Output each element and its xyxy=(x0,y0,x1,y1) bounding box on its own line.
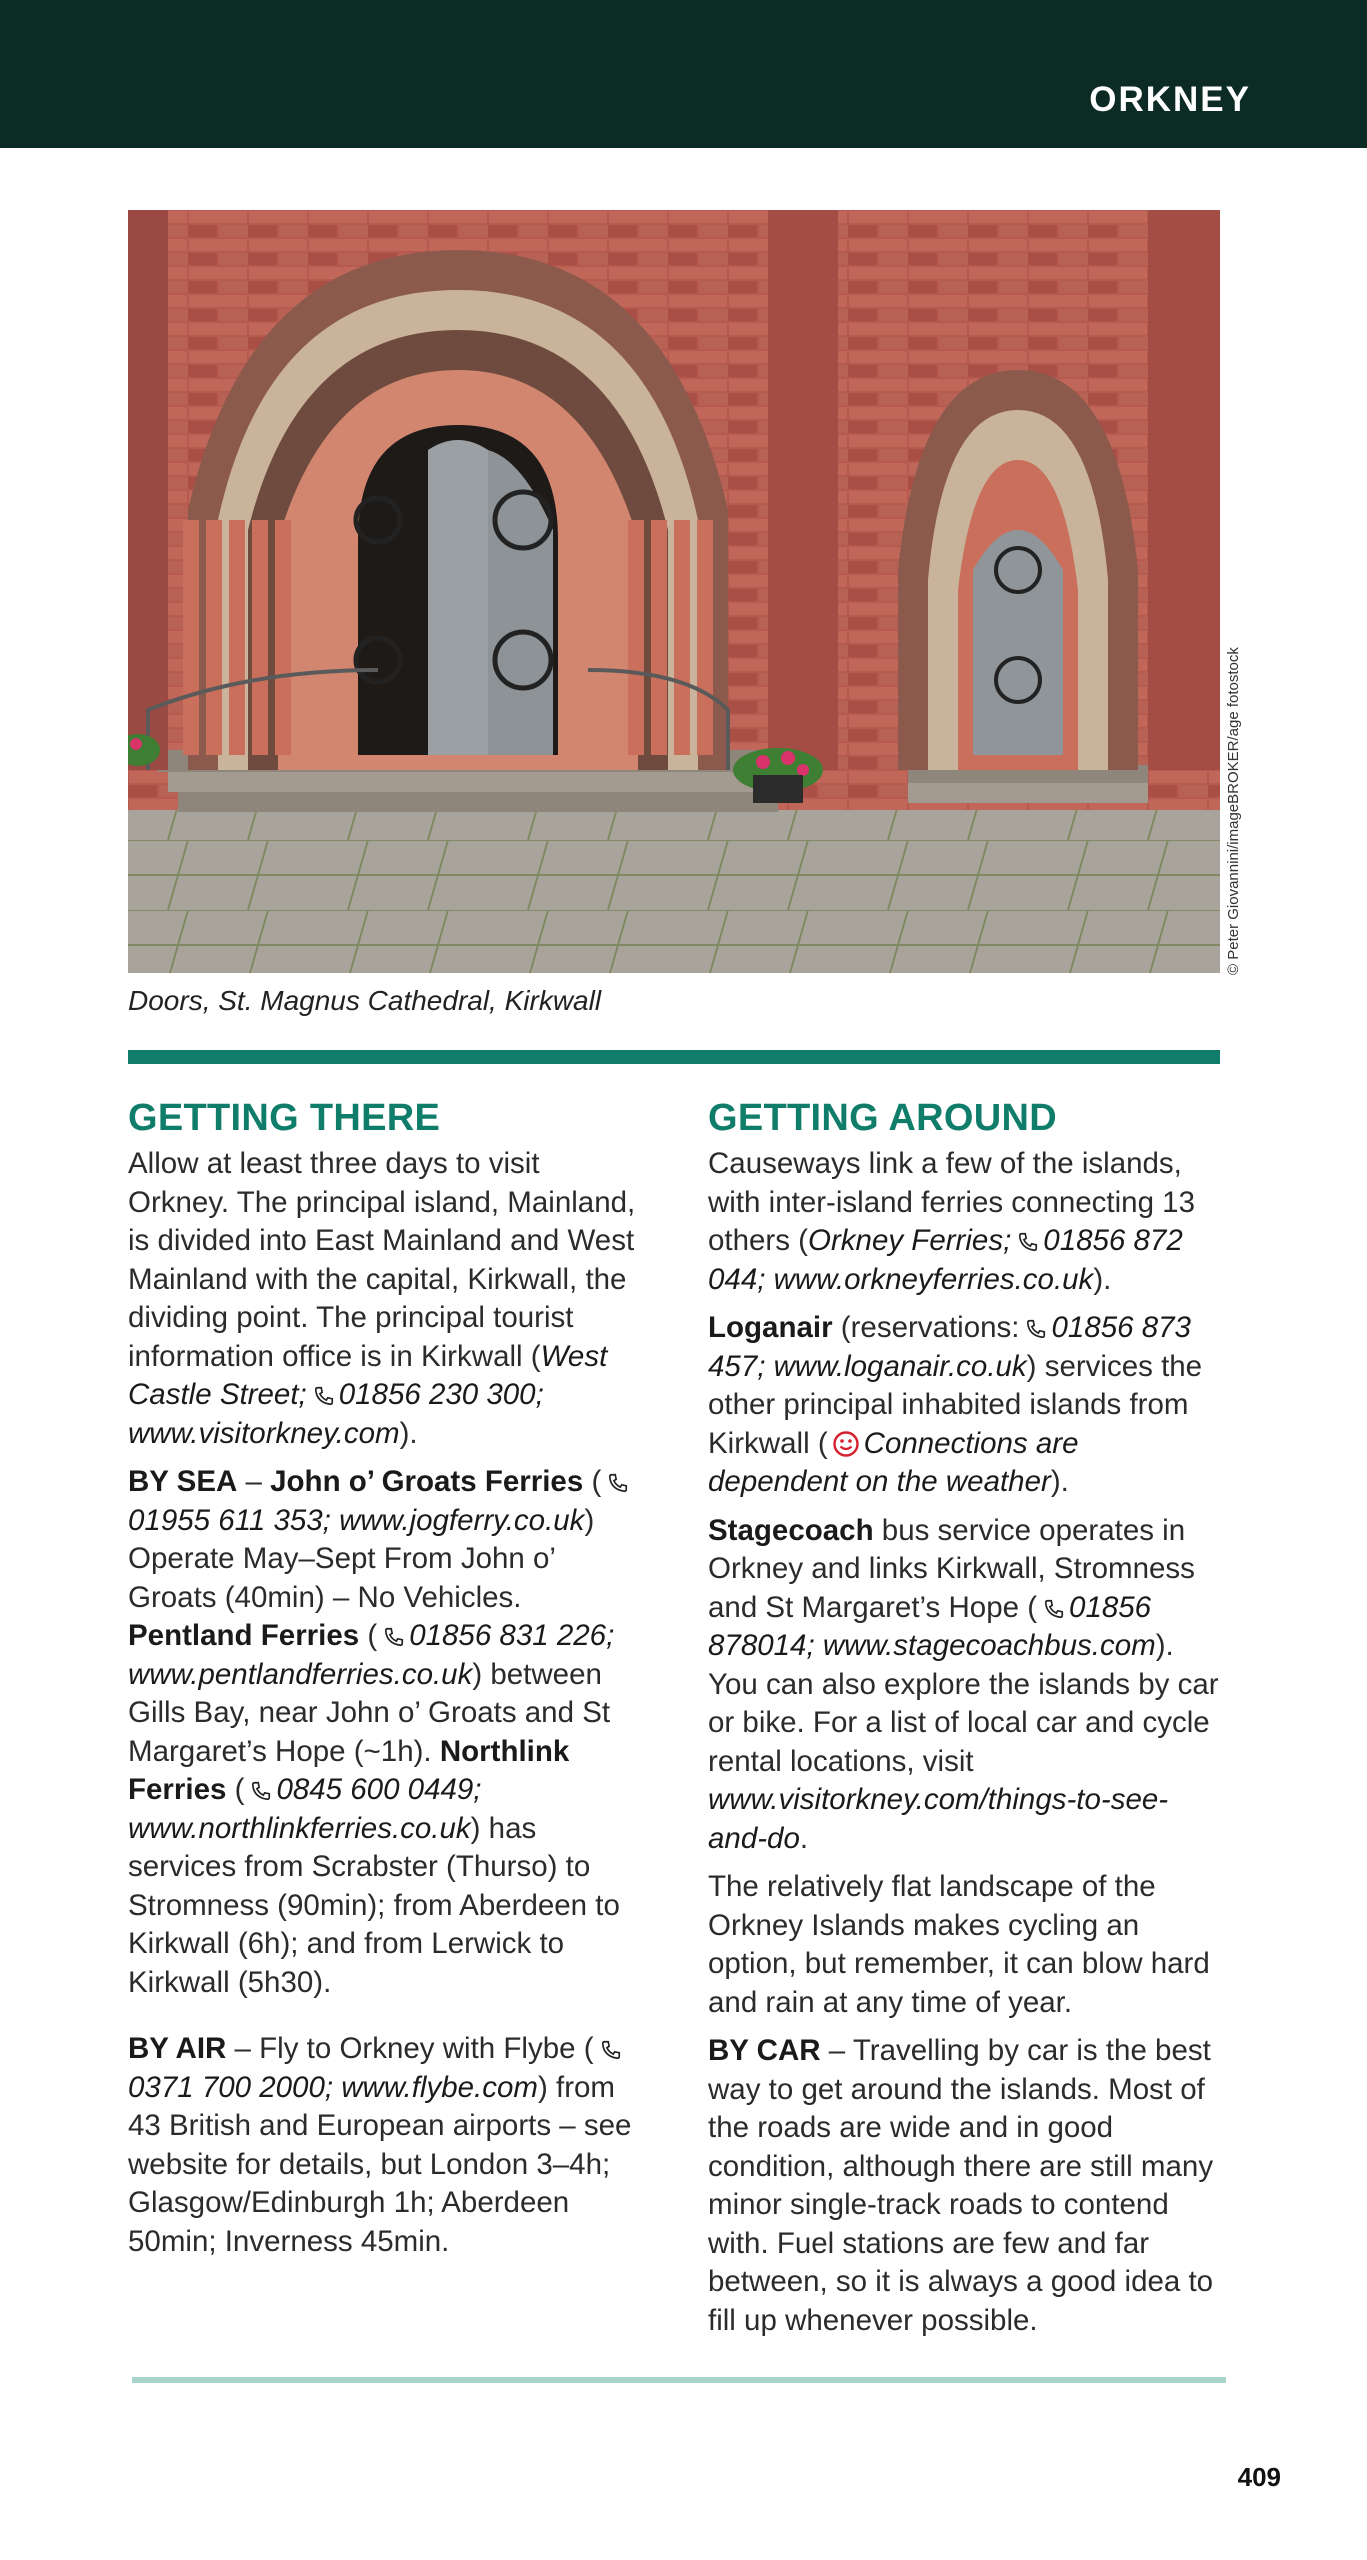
jogferry-text: ) Operate May–Sept From John o’ Groats (40min) – No Vehicles. xyxy=(128,1503,595,1614)
loganair-note: Connections are dependent on the weather xyxy=(708,1426,1079,1498)
orkney-ferries-name: Orkney Ferries; xyxy=(808,1224,1012,1257)
phone-icon xyxy=(1043,1598,1065,1620)
northlink-phone: 0845 600 0449; www.northlinkferries.co.uk xyxy=(128,1773,482,1845)
visitorkney-url: www.visitorkney.com/things-to-see-and-do xyxy=(708,1783,1169,1855)
loganair-name: Loganair xyxy=(708,1311,833,1344)
phone-icon xyxy=(607,1472,629,1494)
loganair-end: ). xyxy=(1050,1465,1069,1498)
getting-there-heading: GETTING THERE xyxy=(128,1097,441,1139)
pentland-text: ) between Gills Bay, near John o’ Groats and St Margaret’s Hope (~1h). xyxy=(128,1657,611,1768)
stagecoach-phone: 01856 878014; www.stagecoachbus.com xyxy=(708,1590,1156,1662)
phone-icon xyxy=(600,2039,622,2061)
stagecoach-text: bus service operates in Orkney and links Kirkwall, Stromness and St Margaret’s Hope ( xyxy=(708,1513,1195,1624)
stagecoach-name: Stagecoach xyxy=(708,1513,874,1547)
phone-icon xyxy=(250,1780,272,1802)
jogferry-name: John o’ Groats Ferries xyxy=(270,1465,584,1498)
loganair-phone: 01856 873 457; www.loganair.co.uk xyxy=(708,1311,1191,1383)
northlink-text: ) has services from Scrabster (Thurso) to Stromness (90min); from Aberdeen to Kirkwall (6h); and from Lerwick to Kirkwall (5h30). xyxy=(128,1811,620,1999)
footer-divider xyxy=(132,2377,1226,2383)
getting-there-column xyxy=(128,1095,648,2271)
by-sea-dash: – xyxy=(237,1465,271,1498)
flybe-phone: 0371 700 2000; www.flybe.com xyxy=(128,2070,538,2104)
section-title: ORKNEY xyxy=(1089,80,1251,119)
intro-end: ). xyxy=(399,1416,418,1450)
cycling-paragraph: The relatively flat landscape of the Orkney Islands makes cycling an option, but remember, it can blow hard and rain at any time of year. xyxy=(708,1870,1210,2019)
by-air-paragraph xyxy=(128,2030,648,2261)
jogferry-open: ( xyxy=(583,1465,602,1498)
intro-paragraph xyxy=(128,1145,648,1453)
smiley-warning-icon xyxy=(832,1430,860,1458)
by-car-label: BY CAR xyxy=(708,2034,821,2067)
loganair-text: (reservations: xyxy=(832,1311,1020,1344)
pentland-name: Pentland Ferries xyxy=(128,1619,360,1652)
loganair-paragraph xyxy=(708,1309,1220,1502)
page-number: 409 xyxy=(1237,2462,1281,2492)
causeway-end: ). xyxy=(1093,1262,1112,1296)
by-sea-paragraph xyxy=(128,1463,648,2002)
pentland-open: ( xyxy=(359,1619,378,1652)
loganair-text2: ) services the other principal inhabited islands from Kirkwall ( xyxy=(708,1349,1203,1460)
phone-icon xyxy=(313,1385,335,1407)
by-air-label: BY AIR xyxy=(128,2032,227,2065)
section-divider xyxy=(128,1050,1220,1064)
getting-around-column xyxy=(708,1095,1220,2350)
northlink-name: Northlink Ferries xyxy=(128,1734,570,1806)
stagecoach-text2: ). You can also explore the islands by car or bike. For a list of local car and cycle rental locations, visit xyxy=(708,1629,1219,1778)
by-air-end: ) from 43 British and European airports – see website for details, but London 3–4h; Glasgow/Edinburgh 1h; Aberdeen 50min; Inverness 45min. xyxy=(128,2070,632,2258)
by-sea-label: BY SEA xyxy=(128,1465,238,1498)
stagecoach-end: . xyxy=(799,1821,809,1855)
cathedral-photo xyxy=(128,210,1220,973)
photo-credit: © Peter Giovannini/imageBROKER/age fotostock xyxy=(1225,647,1242,975)
getting-around-heading: GETTING AROUND xyxy=(708,1097,1058,1139)
phone-icon xyxy=(383,1626,405,1648)
intro-text: Allow at least three days to visit Orkney. The principal island, Mainland, is divided into East Mainland and West Mainland with the capital, Kirkwall, the dividing point. The principal tourist information office is in Kirkwall ( xyxy=(128,1147,636,1373)
by-air-text: – Fly to Orkney with Flybe ( xyxy=(226,2032,594,2065)
causeway-text: Causeways link a few of the islands, with inter-island ferries connecting 13 others ( xyxy=(708,1147,1195,1257)
photo-caption: Doors, St. Magnus Cathedral, Kirkwall xyxy=(128,985,602,1016)
header-band xyxy=(0,0,1367,148)
by-car-text: – Travelling by car is the best way to get around the islands. Most of the roads are wide and in good condition, although there are still many minor single-track roads to contend with. Fuel stations are few and far between, so it is always a good idea to fill up whenever possible. xyxy=(708,2034,1214,2337)
orkney-ferries-phone: 01856 872 044; www.orkneyferries.co.uk xyxy=(708,1224,1183,1296)
pentland-phone: 01856 831 226; www.pentlandferries.co.uk xyxy=(128,1619,615,1691)
phone-icon xyxy=(1017,1231,1039,1253)
phone-icon xyxy=(1025,1318,1047,1340)
by-car-paragraph xyxy=(708,2032,1220,2340)
causeway-paragraph xyxy=(708,1145,1220,1299)
jogferry-phone: 01955 611 353; www.jogferry.co.uk xyxy=(128,1503,585,1537)
northlink-open: ( xyxy=(226,1773,245,1806)
intro-contact: West Castle Street; xyxy=(128,1339,608,1411)
stagecoach-paragraph xyxy=(708,1512,1220,1859)
intro-phone: 01856 230 300; www.visitorkney.com xyxy=(128,1378,544,1450)
